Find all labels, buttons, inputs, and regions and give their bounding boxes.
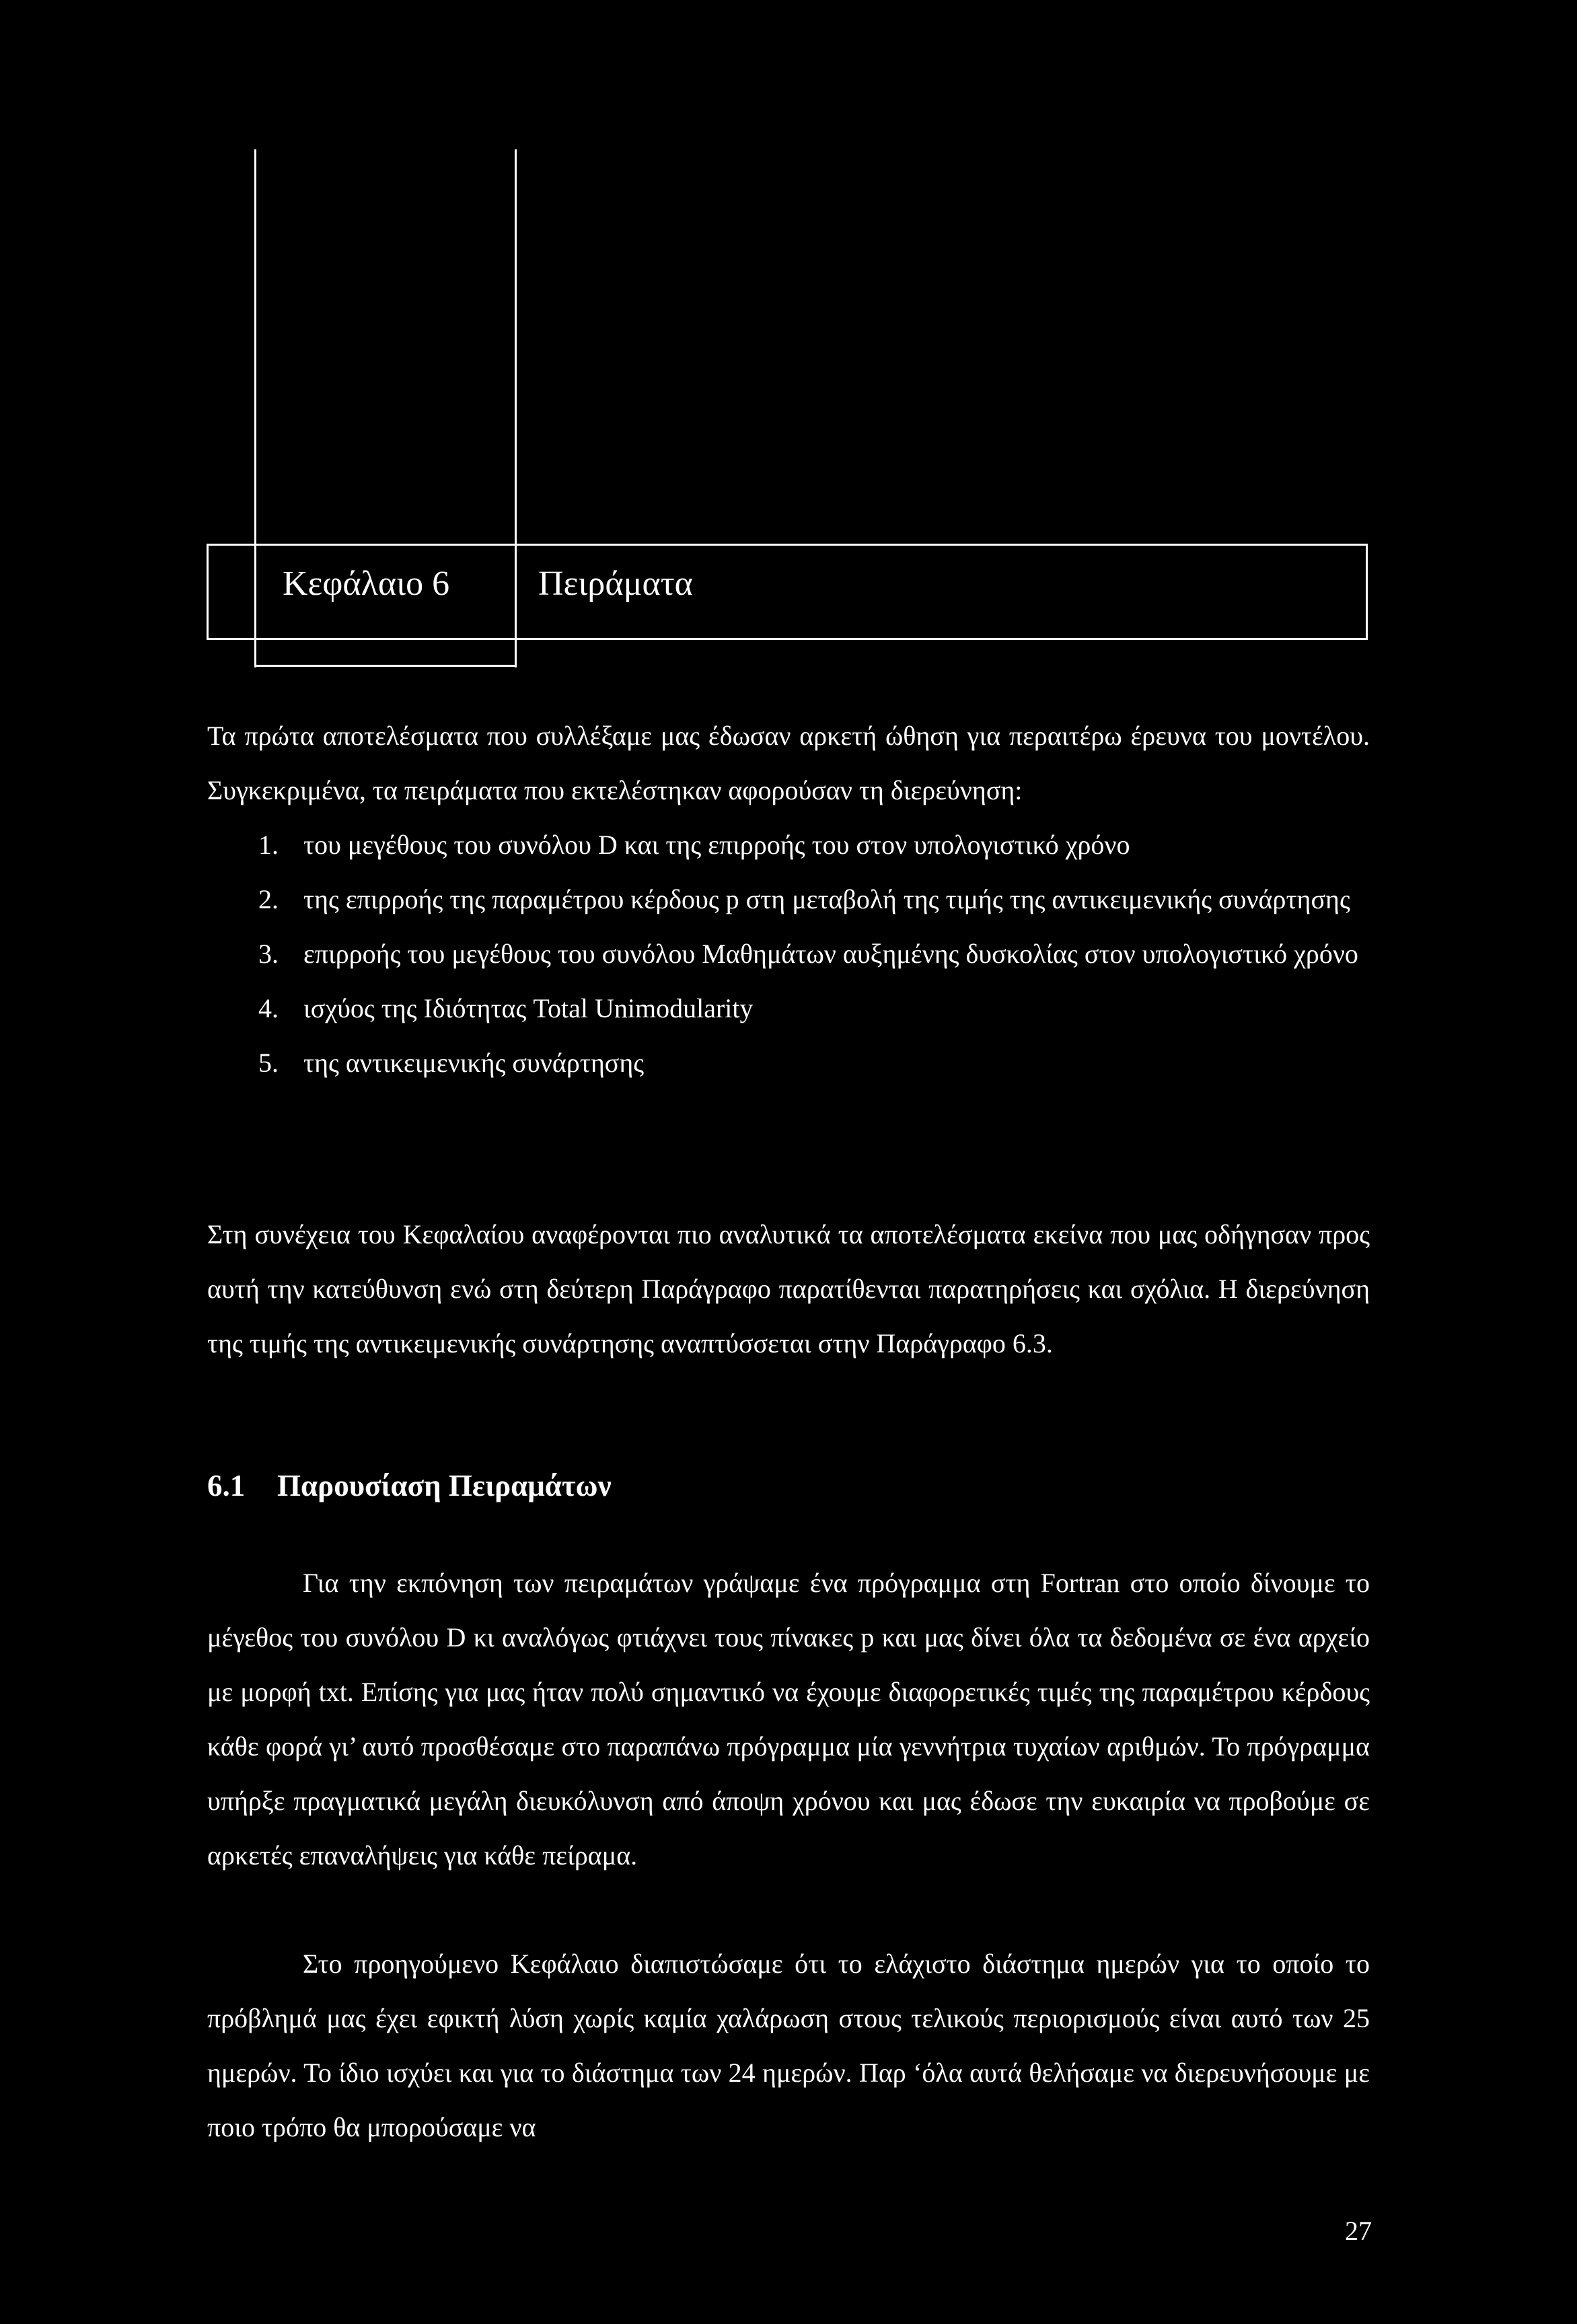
body-paragraph: Για την εκπόνηση των πειραμάτων γράψαμε ένα πρόγραμμα στη Fortran στο οποίο δίνουμε το μέγεθος του συνόλου D κι αναλόγως φτιάχνει τους πίνακες p και μας δίνει όλα τα δεδομένα σε ένα αρχείο με μορφή txt. Επίσης για μας ήταν πολύ σημαντικό να έχουμε διαφορετικές τιμές της παραμέτρου κέρδους κάθε φορά γι’ αυτό προσθέσαμε στο παραπάνω πρόγραμμα μία γεννήτρια τυχαίων αριθμών. Το πρόγραμμα υπήρξε πραγματικά μεγάλη διευκόλυνση από άποψη χρόνου και μας έδωσε την ευκαιρία να προβούμε σε αρκετές επαναλήψεις για κάθε πείραμα. [207, 1568, 1370, 1871]
frame-line-bottom [254, 665, 517, 667]
section-number: 6.1 [207, 1469, 246, 1502]
list-item-text: επιρροής του μεγέθους του συνόλου Μαθημάτων αυξημένης δυσκολίας στον υπολογιστικό χρόνο [303, 939, 1358, 969]
section-heading [207, 1465, 612, 1506]
list-item-text: της επιρροής της παραμέτρου κέρδους p στη μεταβολή της τιμής της αντικειμενικής συνάρτησης [303, 884, 1350, 914]
list-item [207, 927, 1370, 981]
list-item [207, 818, 1370, 872]
list-item [207, 872, 1370, 927]
list-item-number: 3. [258, 939, 279, 969]
list-item [207, 1036, 1370, 1090]
page-number: 27 [1345, 2216, 1372, 2246]
section-title: Παρουσίαση Πειραμάτων [277, 1469, 612, 1502]
list-item-number: 2. [258, 884, 279, 914]
list-item-number: 4. [258, 993, 279, 1023]
list-item [207, 981, 1370, 1036]
list-item-text: του μεγέθους του συνόλου D και της επιρροής του στον υπολογιστικό χρόνο [303, 830, 1130, 860]
body-paragraph: Στο προηγούμενο Κεφάλαιο διαπιστώσαμε ότι το ελάχιστο διάστημα ημερών για το οποίο το πρόβλημά μας έχει εφικτή λύση χωρίς καμία χαλάρωση στους τελικούς περιορισμούς είναι αυτό των 25 ημερών. Το ίδιο ισχύει και για το διάστημα των 24 ημερών. Παρ ‘όλα αυτά θελήσαμε να διερευνήσουμε με ποιο τρόπο θα μπορούσαμε να [207, 1949, 1370, 2142]
list-item-text: ισχύος της Ιδιότητας Total Unimodularity [303, 993, 754, 1023]
chapter-title: Πειράματα [538, 565, 693, 603]
list-item-text: της αντικειμενικής συνάρτησης [303, 1048, 645, 1078]
continuation-paragraph: Στη συνέχεια του Κεφαλαίου αναφέρονται πιο αναλυτικά τα αποτελέσματα εκείνα που μας οδήγησαν προς αυτή την κατεύθυνση ενώ στη δεύτερη Παράγραφο παρατίθενται παρατηρήσεις και σχόλια. Η διερεύνηση της τιμής της αντικειμενικής συνάρτησης αναπτύσσεται στην Παράγραφο 6.3. [207, 1219, 1370, 1358]
experiments-list [207, 818, 1370, 1090]
intro-paragraph: Τα πρώτα αποτελέσματα που συλλέξαμε μας έδωσαν αρκετή ώθηση για περαιτέρω έρευνα του μοντέλου. Συγκεκριμένα, τα πειράματα που εκτελέστηκαν αφορούσαν τη διερεύνηση: [207, 721, 1370, 805]
chapter-number: Κεφάλαιο 6 [283, 565, 450, 603]
list-item-number: 5. [258, 1048, 279, 1078]
list-item-number: 1. [258, 830, 279, 860]
